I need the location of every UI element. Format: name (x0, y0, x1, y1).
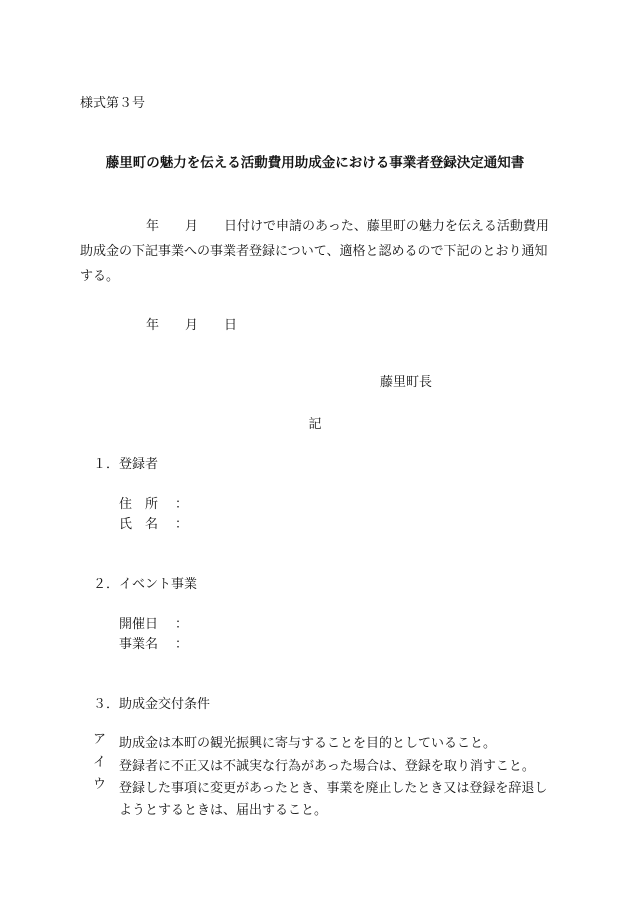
condition-item (93, 778, 553, 822)
issue-date-month: 月 (185, 318, 199, 333)
field-label-event-name: 事業名 (119, 637, 159, 652)
field-colon-event-date: ： (175, 617, 189, 632)
issue-date (146, 319, 237, 332)
field-colon-event-name: ： (175, 637, 189, 652)
issue-date-day: 日 (224, 318, 238, 333)
field-label-event-date: 開催日 (119, 617, 159, 632)
condition-mark: イ (93, 755, 107, 770)
field-colon-address: ： (175, 497, 189, 512)
issue-date-year: 年 (146, 318, 160, 333)
condition-mark: ア (93, 732, 107, 747)
notice-body-text: 年 月 日付けで申請のあった、藤里町の魅力を伝える活動費用助成金の下記事業への事業者登録について、適格と認めるので下記のとおり通知する。 (80, 219, 549, 284)
document-title: 藤里町の魅力を伝える活動費用助成金における事業者登録決定通知書 (105, 155, 525, 171)
field-colon-name: ： (175, 517, 189, 532)
condition-text: 助成金は本町の観光振興に寄与することを目的としていること。 (119, 736, 497, 751)
condition-text: 登録者に不正又は不誠実な行為があった場合は、登録を取り消すこと。 (119, 759, 535, 774)
ki-heading: 記 (308, 417, 322, 432)
condition-item (93, 733, 553, 755)
form-number: 様式第３号 (80, 96, 146, 111)
condition-text: 登録した事項に変更があったとき、事業を廃止したとき又は登録を辞退しようとするときは、届出すること。 (119, 781, 548, 818)
condition-item (93, 756, 553, 778)
section-heading-registrant: １．登録者 (93, 457, 159, 472)
issuer-name: 藤里町長 (380, 375, 433, 390)
field-label-name: 氏 名 (119, 517, 159, 532)
section-heading-event: ２．イベント事業 (93, 577, 198, 592)
condition-mark: ウ (93, 777, 107, 792)
section-heading-conditions: ３．助成金交付条件 (93, 697, 211, 712)
field-label-address: 住 所 (119, 497, 159, 512)
